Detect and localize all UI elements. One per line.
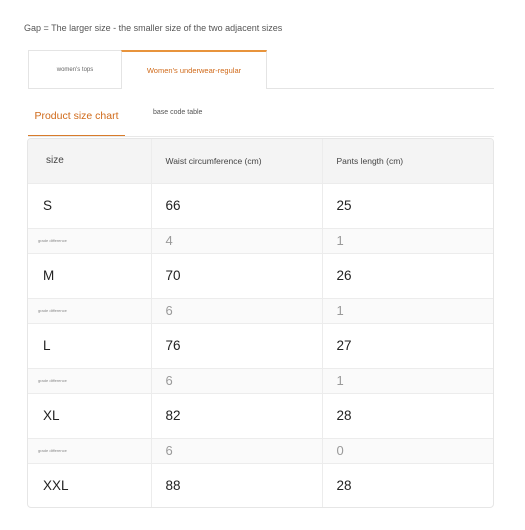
- cell-size: S: [28, 183, 151, 228]
- cell-waist: 82: [151, 393, 322, 438]
- cell-pants-length: 1: [322, 228, 493, 253]
- cell-waist: 6: [151, 298, 322, 323]
- cell-waist: 88: [151, 463, 322, 508]
- grade-difference-label: grade difference: [28, 368, 151, 393]
- cell-pants-length: 0: [322, 438, 493, 463]
- cell-pants-length: 1: [322, 368, 493, 393]
- cell-size: L: [28, 323, 151, 368]
- cell-size: M: [28, 253, 151, 298]
- table-header-row: [28, 139, 493, 183]
- header-pants-length: Pants length (cm): [322, 139, 493, 183]
- cell-waist: 6: [151, 438, 322, 463]
- size-row: [28, 463, 493, 508]
- cell-waist: 4: [151, 228, 322, 253]
- size-row: [28, 393, 493, 438]
- chart-subtabs: [28, 96, 494, 137]
- size-row: [28, 253, 493, 298]
- size-row: [28, 183, 493, 228]
- size-table: [28, 139, 493, 508]
- size-row: [28, 323, 493, 368]
- cell-pants-length: 28: [322, 393, 493, 438]
- size-table-container: [27, 138, 494, 508]
- grade-difference-row: [28, 228, 493, 253]
- grade-difference-label: grade difference: [28, 438, 151, 463]
- grade-difference-row: [28, 298, 493, 323]
- cell-pants-length: 25: [322, 183, 493, 228]
- tab-base-code-table[interactable]: base code table: [153, 108, 203, 116]
- grade-difference-row: [28, 438, 493, 463]
- grade-difference-row: [28, 368, 493, 393]
- grade-difference-label: grade difference: [28, 298, 151, 323]
- header-waist: Waist circumference (cm): [151, 139, 322, 183]
- cell-pants-length: 26: [322, 253, 493, 298]
- tab-womens-tops[interactable]: women's tops: [28, 50, 121, 88]
- cell-waist: 70: [151, 253, 322, 298]
- tab-womens-underwear-regular[interactable]: Women's underwear-regular: [121, 50, 267, 89]
- cell-waist: 6: [151, 368, 322, 393]
- cell-size: XXL: [28, 463, 151, 508]
- table-body: [28, 183, 493, 508]
- cell-pants-length: 27: [322, 323, 493, 368]
- tab-product-size-chart[interactable]: Product size chart: [28, 96, 125, 136]
- grade-difference-label: grade difference: [28, 228, 151, 253]
- cell-size: XL: [28, 393, 151, 438]
- cell-pants-length: 28: [336, 478, 352, 494]
- gap-note: Gap = The larger size - the smaller size of the two adjacent sizes: [24, 23, 283, 33]
- cell-waist: 66: [151, 183, 322, 228]
- category-tabs: [28, 50, 494, 89]
- cell-pants-length: 1: [322, 298, 493, 323]
- cell-waist: 76: [151, 323, 322, 368]
- header-size: size: [28, 139, 151, 183]
